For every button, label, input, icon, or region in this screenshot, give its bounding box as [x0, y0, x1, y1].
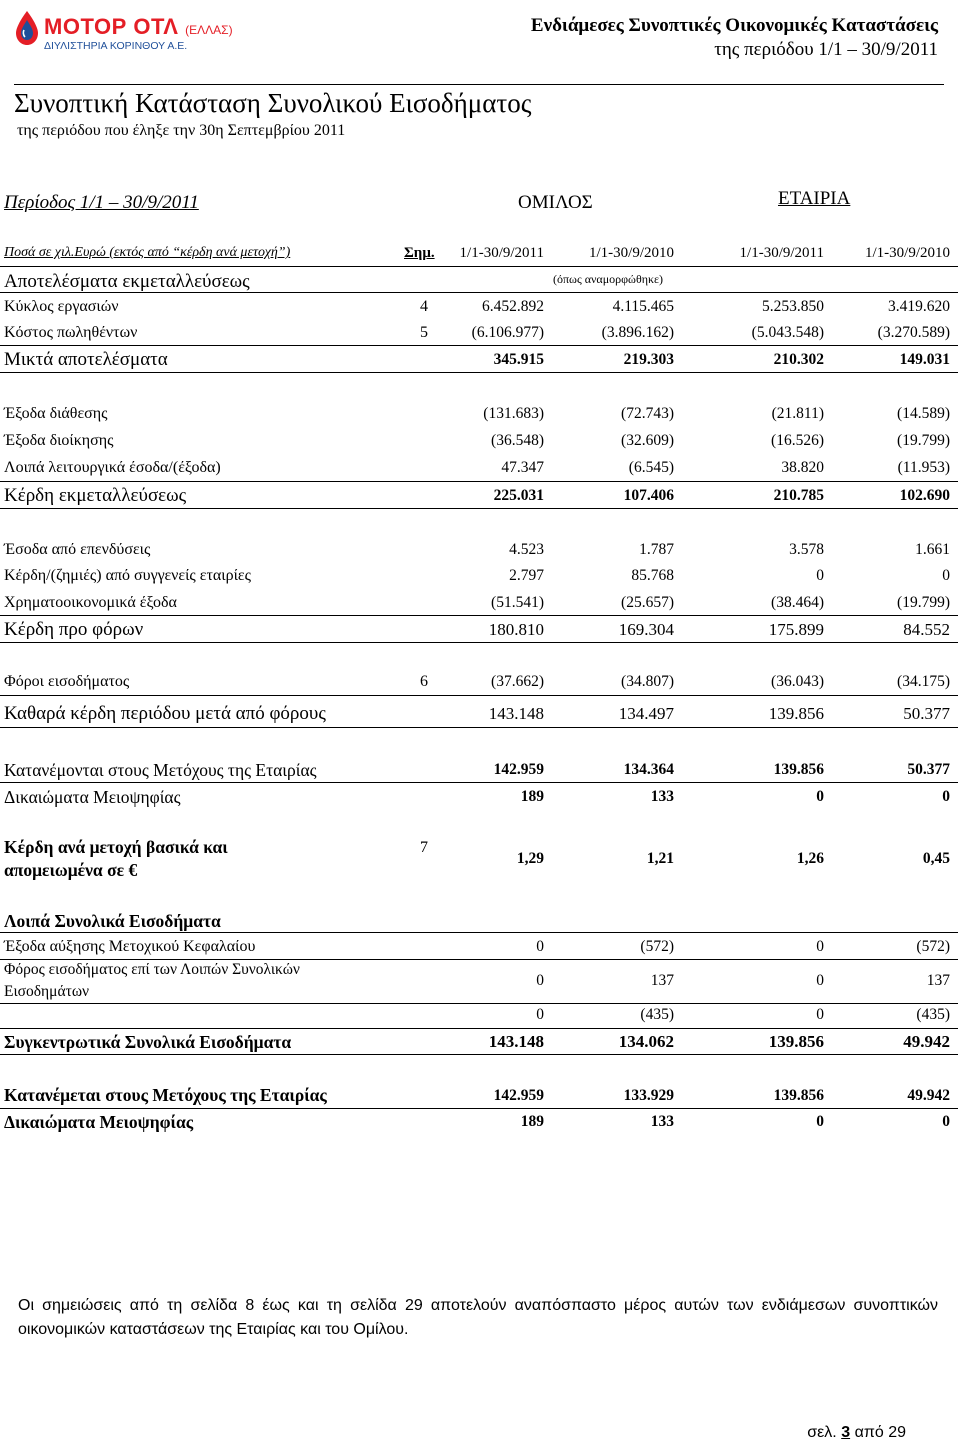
cell-value: 0 [536, 938, 544, 955]
cell-value: (34.807) [621, 673, 674, 690]
cell-value: 0 [942, 567, 950, 584]
section-other-comprehensive-income: Λοιπά Συνολικά Εισοδήματα [4, 911, 221, 931]
row-note: 6 [420, 673, 428, 690]
row-divider [0, 727, 958, 728]
column-header-company-2011: 1/1-30/9/2011 [739, 245, 824, 261]
column-header-company-2010: 1/1-30/9/2010 [865, 245, 950, 261]
row-label: Κέρδη/(ζημιές) από συγγενείς εταιρίες [4, 567, 251, 584]
note-column-header: Σημ. [404, 245, 435, 261]
cell-value: 5.253.850 [762, 298, 824, 315]
row-label: Κύκλος εργασιών [4, 298, 119, 315]
cell-value: 47.347 [501, 459, 544, 476]
cell-value: 133 [650, 788, 674, 805]
row-divider [0, 1108, 958, 1109]
page-number: σελ. 3 από 29 [807, 1424, 906, 1441]
cell-value: 139.856 [768, 704, 824, 723]
oil-drop-icon [14, 10, 40, 46]
footer-note: Οι σημειώσεις από τη σελίδα 8 έως και τη σελίδα 29 αποτελούν αναπόσπαστο μέρος αυτών των ενδιάμεσων συνοπτικών οικονομικών καταστάσεων της Εταιρίας και του Ομίλου. [18, 1297, 938, 1338]
cell-value: 1,21 [646, 850, 674, 867]
cell-value: 142.959 [493, 761, 544, 778]
cell-value: 4.115.465 [612, 298, 674, 315]
cell-value: (572) [916, 938, 950, 955]
cell-value: (21.811) [771, 405, 824, 422]
header-divider [14, 84, 944, 85]
cell-value: 0 [816, 788, 824, 805]
restated-note: (όπως αναμορφώθηκε) [553, 272, 664, 286]
row-label: Συγκεντρωτικά Συνολικά Εισοδήματα [4, 1032, 292, 1052]
cell-value: 210.785 [773, 487, 824, 504]
cell-value: 149.031 [899, 351, 950, 368]
cell-value: 175.899 [768, 620, 824, 639]
row-divider [0, 782, 958, 783]
cell-value: (6.545) [628, 459, 674, 476]
cell-value: 142.959 [493, 1087, 544, 1104]
row-label: Κατανέμονται στους Μετόχους της Εταιρίας [4, 760, 317, 780]
cell-value: (72.743) [621, 405, 674, 422]
cell-value: (3.896.162) [601, 324, 674, 341]
cell-value: 134.497 [618, 704, 674, 723]
row-label: Κατανέμεται στους Μετόχους της Εταιρίας [4, 1085, 327, 1105]
cell-value: 133 [650, 1113, 674, 1130]
cell-value: (38.464) [771, 594, 824, 611]
row-divider [0, 1003, 958, 1004]
cell-value: 49.942 [907, 1087, 950, 1104]
cell-value: 137 [650, 972, 674, 989]
document-header [531, 14, 938, 62]
cell-value: 134.062 [618, 1032, 674, 1051]
cell-value: 0 [536, 1006, 544, 1023]
cell-value: 225.031 [493, 487, 544, 504]
row-divider [0, 1054, 958, 1055]
row-label: Καθαρά κέρδη περιόδου μετά από φόρους [4, 703, 326, 724]
cell-value: (14.589) [897, 405, 950, 422]
cell-value: (131.683) [483, 405, 544, 422]
row-label: Έσοδα από επενδύσεις [4, 541, 151, 558]
cell-value: 219.303 [623, 351, 674, 368]
row-divider [0, 642, 958, 643]
cell-value: 50.377 [903, 704, 950, 723]
cell-value: 0 [942, 788, 950, 805]
cell-value: 1.661 [915, 541, 950, 558]
cell-value: (6.106.977) [471, 324, 544, 341]
page-title: Συνοπτική Κατάσταση Συνολικού Εισοδήματος [14, 88, 532, 118]
section-divider [0, 292, 958, 293]
cell-value: (19.799) [897, 594, 950, 611]
row-label: Φόροι εισοδήματος [4, 673, 130, 690]
row-label: Κέρδη προ φόρων [4, 619, 144, 640]
row-divider [0, 345, 958, 346]
row-label: Κέρδη ανά μετοχή βασικά και [4, 837, 228, 857]
cell-value: 0 [816, 1113, 824, 1130]
cell-value: 4.523 [509, 541, 544, 558]
units-label: Ποσά σε χιλ.Ευρώ (εκτός από “κέρδη ανά μετοχή”) [4, 245, 291, 260]
document-period: της περιόδου 1/1 – 30/9/2011 [714, 39, 938, 60]
period-label: Περίοδος 1/1 – 30/9/2011 [4, 192, 199, 213]
cell-value: 1,29 [516, 850, 544, 867]
cell-value: 0 [816, 567, 824, 584]
cell-value: 143.148 [488, 1032, 544, 1051]
row-note: 4 [420, 298, 428, 315]
cell-value: 85.768 [631, 567, 674, 584]
row-label: Χρηματοοικονομικά έξοδα [4, 594, 177, 611]
cell-value: 133.929 [623, 1087, 674, 1104]
company-logo [14, 8, 233, 54]
document-title: Ενδιάμεσες Συνοπτικές Οικονομικές Καταστάσεις [530, 15, 938, 36]
cell-value: (435) [640, 1006, 674, 1023]
row-label: Έξοδα αύξησης Μετοχικού Κεφαλαίου [4, 938, 256, 955]
cell-value: 0 [816, 1006, 824, 1023]
row-label: Κέρδη εκμεταλλεύσεως [4, 485, 187, 506]
cell-value: 1.787 [639, 541, 674, 558]
cell-value: 38.820 [781, 459, 824, 476]
group-label: ΟΜΙΛΟΣ [518, 192, 593, 213]
row-label: Λοιπά λειτουργικά έσοδα/(έξοδα) [4, 459, 221, 476]
cell-value: 139.856 [768, 1032, 824, 1051]
cell-value: 84.552 [903, 620, 950, 639]
cell-value: (3.270.589) [877, 324, 950, 341]
row-divider [0, 959, 958, 960]
cell-value: 3.419.620 [888, 298, 950, 315]
row-divider [0, 372, 958, 373]
cell-value: 3.578 [789, 541, 824, 558]
cell-value: 169.304 [618, 620, 674, 639]
logo-name: ΜΟΤΟΡ ΟΤΛ (ΕΛΛΑΣ) [44, 14, 233, 39]
cell-value: 6.452.892 [482, 298, 544, 315]
cell-value: 139.856 [773, 761, 824, 778]
row-label: Κόστος πωληθέντων [4, 324, 138, 341]
section-divider [0, 932, 958, 933]
cell-value: 189 [520, 1113, 544, 1130]
header-row-divider [0, 266, 958, 267]
row-note: 5 [420, 324, 428, 341]
cell-value: (5.043.548) [751, 324, 824, 341]
row-label-continued: απομειωμένα σε € [4, 860, 138, 880]
cell-value: 139.856 [773, 1087, 824, 1104]
page-subtitle: της περιόδου που έληξε την 30η Σεπτεμβρίου 2011 [17, 122, 346, 139]
cell-value: (572) [640, 938, 674, 955]
cell-value: 180.810 [488, 620, 544, 639]
cell-value: 107.406 [623, 487, 674, 504]
row-divider [0, 695, 958, 696]
cell-value: (51.541) [491, 594, 544, 611]
row-label: Έξοδα διοίκησης [4, 432, 114, 449]
row-label: Φόρος εισοδήματος επί των Λοιπών Συνολικών [4, 961, 300, 978]
cell-value: (16.526) [771, 432, 824, 449]
cell-value: 134.364 [623, 761, 674, 778]
cell-value: 50.377 [907, 761, 950, 778]
cell-value: (34.175) [897, 673, 950, 690]
cell-value: 210.302 [773, 351, 824, 368]
cell-value: (11.953) [897, 459, 950, 476]
company-label: ΕΤΑΙΡΙΑ [778, 188, 851, 209]
cell-value: 0 [816, 972, 824, 989]
cell-value: (25.657) [621, 594, 674, 611]
cell-value: 345.915 [493, 351, 544, 368]
row-divider [0, 615, 958, 616]
cell-value: 2.797 [509, 567, 544, 584]
row-label: Έξοδα διάθεσης [4, 405, 108, 422]
cell-value: (32.609) [621, 432, 674, 449]
cell-value: 189 [520, 788, 544, 805]
logo-subtitle: ΔΙΥΛΙΣΤΗΡΙΑ ΚΟΡΙΝΘΟΥ Α.Ε. [44, 40, 188, 52]
cell-value: 0 [816, 938, 824, 955]
row-label: Μικτά αποτελέσματα [4, 349, 168, 370]
cell-value: 143.148 [488, 704, 544, 723]
section-operating-results: Αποτελέσματα εκμεταλλεύσεως [4, 271, 250, 292]
cell-value: 0 [942, 1113, 950, 1130]
cell-value: 102.690 [899, 487, 950, 504]
row-label: Δικαιώματα Μειοψηφίας [4, 787, 181, 807]
cell-value: 1,26 [796, 850, 824, 867]
cell-value: (36.548) [491, 432, 544, 449]
cell-value: 0,45 [922, 850, 950, 867]
cell-value: (435) [916, 1006, 950, 1023]
cell-value: 49.942 [903, 1032, 950, 1051]
row-divider [0, 481, 958, 482]
cell-value: (36.043) [771, 673, 824, 690]
cell-value: 0 [536, 972, 544, 989]
column-header-group-2011: 1/1-30/9/2011 [459, 245, 544, 261]
cell-value: (37.662) [491, 673, 544, 690]
cell-value: 137 [926, 972, 950, 989]
column-header-group-2010: 1/1-30/9/2010 [589, 245, 674, 261]
cell-value: (19.799) [897, 432, 950, 449]
row-note: 7 [420, 839, 428, 856]
row-label: Δικαιώματα Μειοψηφίας [4, 1112, 194, 1132]
row-divider [0, 1028, 958, 1029]
row-label-continued: Εισοδημάτων [4, 983, 90, 1000]
row-divider [0, 508, 958, 509]
